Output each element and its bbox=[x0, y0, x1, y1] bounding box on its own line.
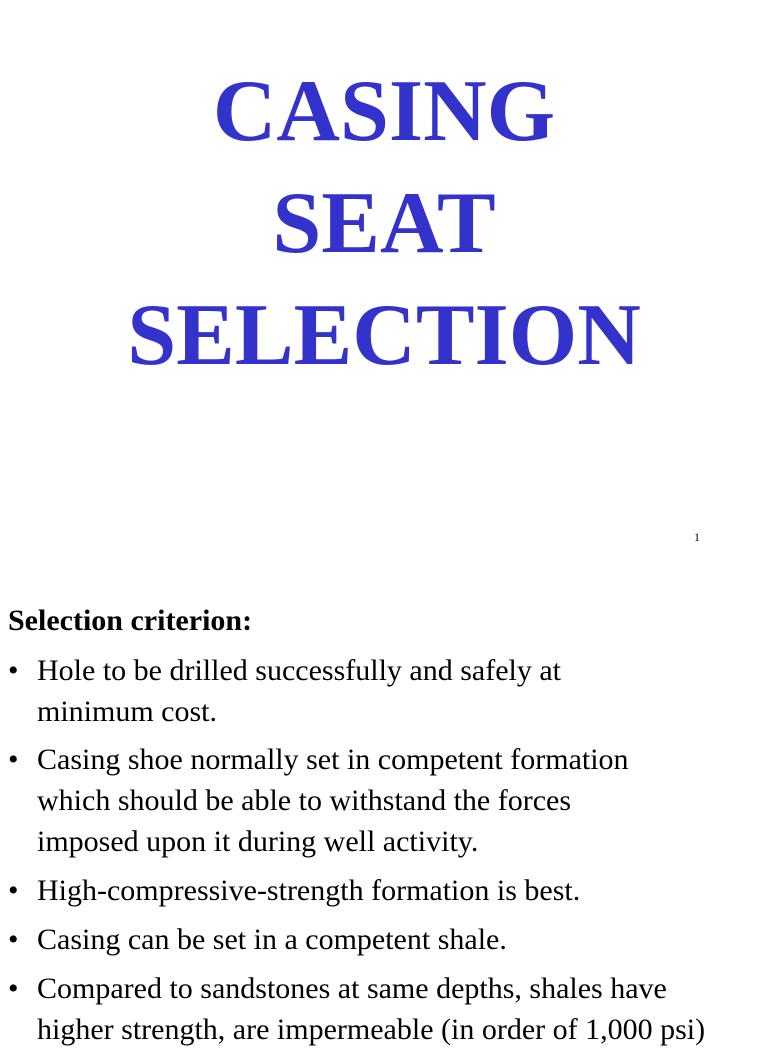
bullet-line: Compared to sandstones at same depths, shales have bbox=[37, 972, 667, 1005]
bullet-text bbox=[37, 919, 507, 960]
bullet-icon: • bbox=[8, 972, 19, 1005]
bullet-icon: • bbox=[8, 874, 19, 907]
slide-title-line-3: SELECTION bbox=[127, 287, 641, 384]
bullet-text bbox=[37, 968, 705, 1050]
slide-title-line-2: SEAT bbox=[272, 175, 496, 272]
bullet-line: which should be able to withstand the forces bbox=[37, 784, 572, 817]
bullet-line: High-compressive-strength formation is best. bbox=[37, 874, 581, 907]
bullet-line: Hole to be drilled successfully and safely at bbox=[37, 654, 562, 687]
bullet-line: Casing can be set in a competent shale. bbox=[37, 923, 507, 956]
bullet-icon: • bbox=[8, 743, 19, 776]
page-number: 1 bbox=[694, 530, 700, 544]
bullet-line: higher strength, are impermeable (in order of 1,000 psi) bbox=[37, 1013, 706, 1046]
bullet-line: imposed upon it during well activity. bbox=[37, 825, 479, 858]
bullet-text bbox=[37, 650, 561, 732]
slide-title-line-1: CASING bbox=[212, 63, 556, 160]
bullet-line: minimum cost. bbox=[37, 695, 217, 728]
bullet-icon: • bbox=[8, 654, 19, 687]
section-heading: Selection criterion: bbox=[8, 604, 253, 637]
bullet-icon: • bbox=[8, 923, 19, 956]
bullet-line: Casing shoe normally set in competent formation bbox=[37, 743, 629, 776]
bullet-text bbox=[37, 870, 580, 911]
bullet-text bbox=[37, 739, 629, 862]
